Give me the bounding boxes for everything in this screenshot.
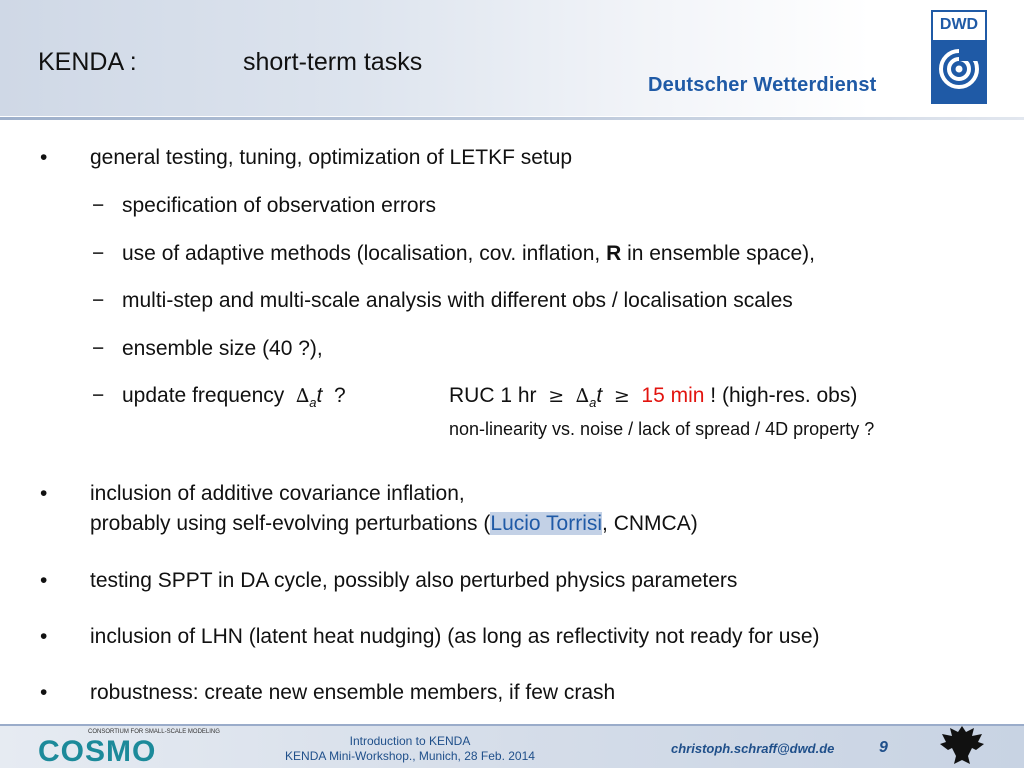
ruc-note: non-linearity vs. noise / lack of spread / 4D property ? [449,419,875,439]
variable-t: t [596,384,603,407]
dash-marker: − [92,242,105,265]
ruc-suffix: ! (high-res. obs) [710,384,858,407]
bullet-additive-inflation-cont [90,512,698,536]
question-mark: ? [334,384,346,407]
dwd-logo-icon [931,10,987,104]
sub-update-frequency [122,384,346,415]
bullet-marker: • [40,482,48,505]
dash-marker: − [92,384,105,407]
delta-symbol: ∆ [295,385,310,407]
subscript-a: a [309,395,317,411]
bullet-marker: • [40,625,48,648]
page-number: 9 [879,739,888,756]
perturbations-text: probably using self-evolving perturbations ( [90,512,491,535]
ruc-line [449,384,857,415]
footer-workshop: KENDA Mini-Workshop., Munich, 28 Feb. 2014 [285,749,535,763]
sub-adaptive-bold-r: R [606,242,622,265]
swirl-icon [936,44,982,100]
subscript-a: a [589,395,597,411]
geq-symbol: ≥ [548,385,565,407]
cosmo-logo-subtext: CONSORTIUM FOR SMALL-SCALE MODELING [88,729,220,735]
slide-header [0,0,1024,116]
sub-obs-errors: specification of observation errors [122,194,436,217]
delta-symbol: ∆ [575,385,590,407]
bullet-robustness: robustness: create new ensemble members, if few crash [90,681,616,704]
footer-talk-title: Introduction to KENDA [349,734,471,748]
institution-text: , CNMCA) [602,512,698,535]
sub-ensemble-size: ensemble size (40 ?), [122,337,323,360]
cosmo-logo: COSMO [38,735,157,768]
sub-multi-step: multi-step and multi-scale analysis with different obs / localisation scales [122,289,793,312]
bullet-marker: • [40,146,48,169]
dash-marker: − [92,289,105,312]
geq-symbol: ≥ [613,385,630,407]
sub-adaptive-text-a: use of adaptive methods (localisation, cov. inflation, [122,242,601,265]
bullet-marker: • [40,681,48,704]
org-name: Deutscher Wetterdienst [648,74,877,96]
bullet-letkf-setup: general testing, tuning, optimization of LETKF setup [90,146,573,169]
dwd-logo-text: DWD [939,16,979,33]
bullet-lhn: inclusion of LHN (latent heat nudging) (as long as reflectivity not ready for use) [90,625,820,648]
variable-t: t [316,384,323,407]
author-link[interactable]: Lucio Torrisi [490,512,603,535]
ruc-prefix: RUC 1 hr [449,384,537,407]
eagle-emblem-icon [938,722,986,768]
header-divider [0,117,1024,120]
footer-event-info [255,734,565,764]
bullet-sppt: testing SPPT in DA cycle, possibly also perturbed physics parameters [90,569,738,592]
dash-marker: − [92,337,105,360]
slide-title-prefix: KENDA : [38,48,137,76]
dash-marker: − [92,194,105,217]
sub-adaptive-methods [122,242,815,266]
ruc-interval-highlight: 15 min [641,384,705,407]
update-frequency-label: update frequency [122,384,285,407]
bullet-additive-inflation: inclusion of additive covariance inflation, [90,482,465,505]
sub-adaptive-text-b: in ensemble space), [627,242,816,265]
bullet-marker: • [40,569,48,592]
footer-email: christoph.schraff@dwd.de [671,741,835,756]
slide-title: short-term tasks [243,48,423,76]
